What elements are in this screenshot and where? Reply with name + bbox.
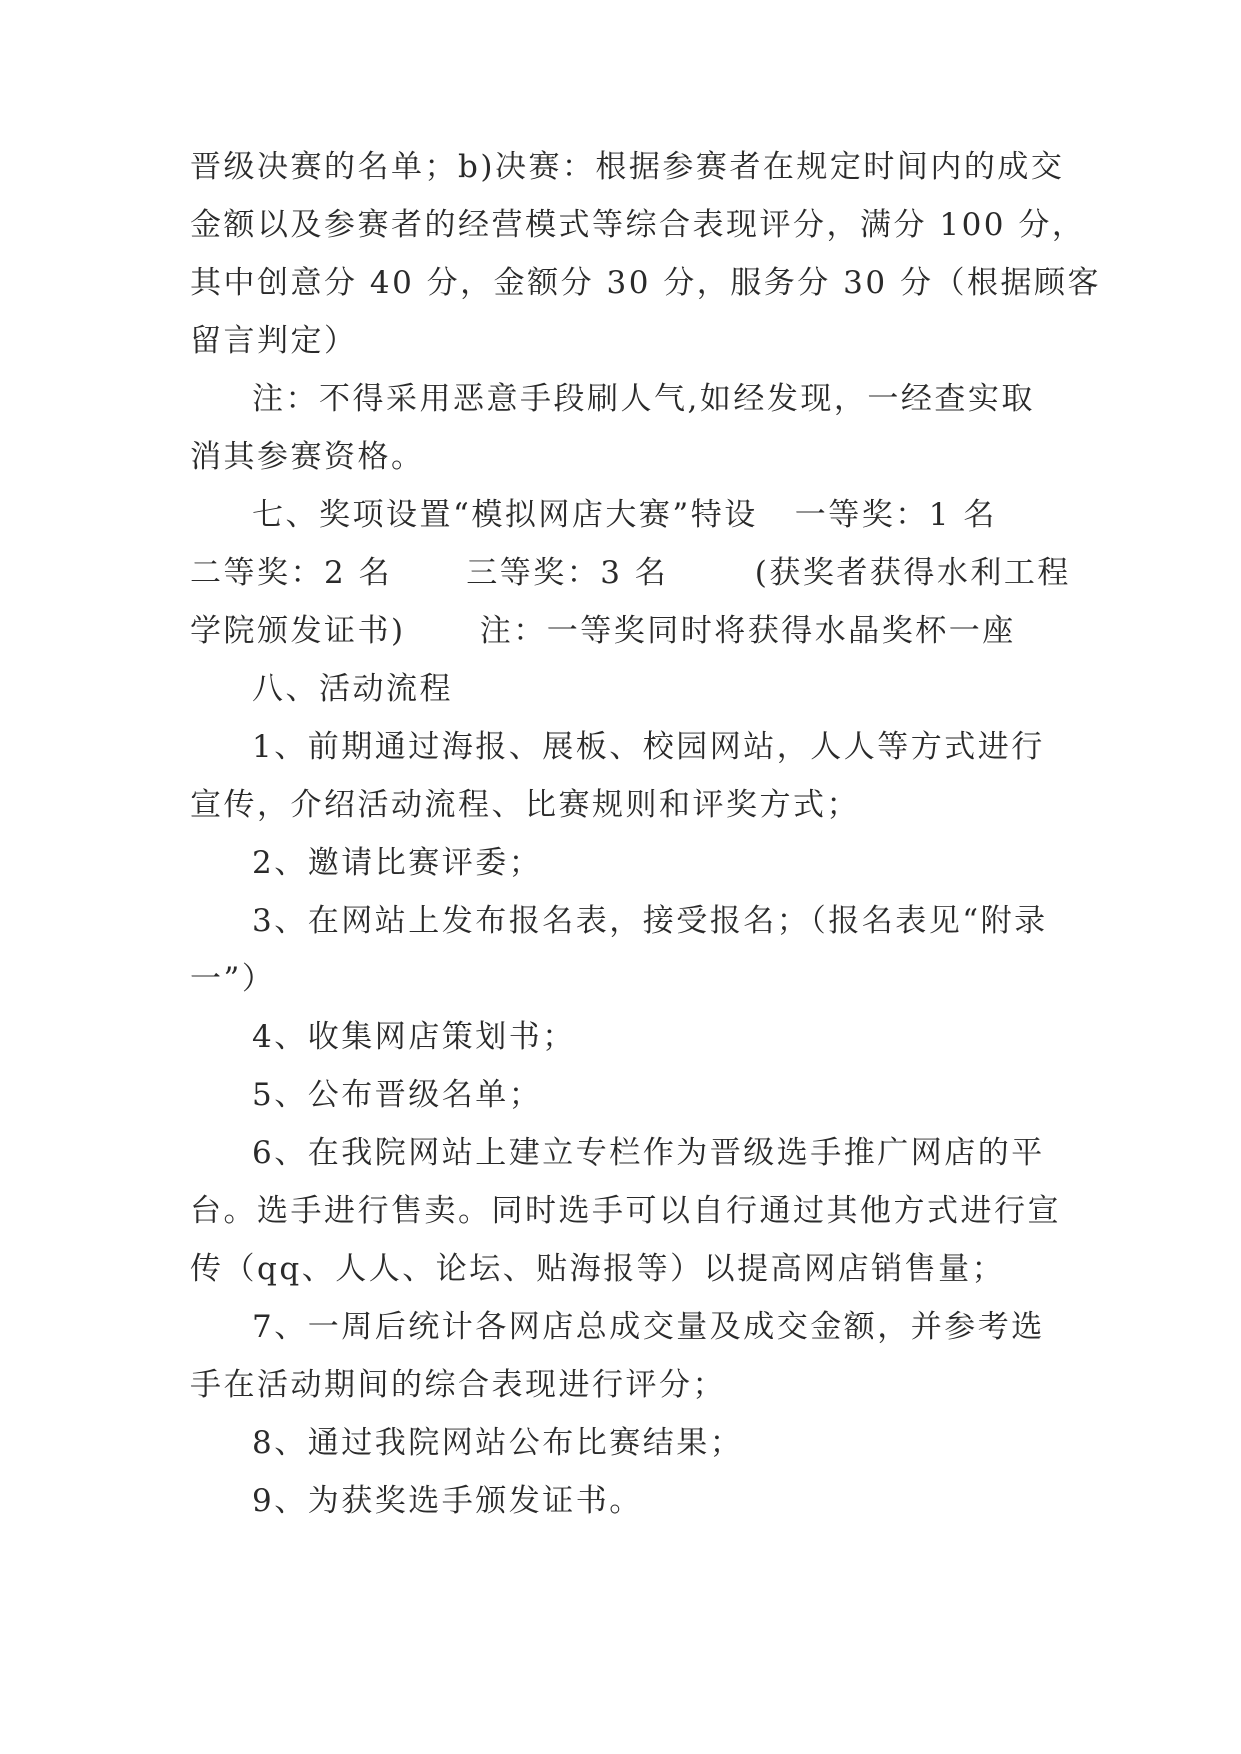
- process-step-8: 8、通过我院网站公布比赛结果；: [252, 1425, 744, 1461]
- section-heading-process: 八、活动流程: [252, 671, 453, 707]
- text-line-final-scoring: 金额以及参赛者的经营模式等综合表现评分，满分 100 分，: [190, 207, 1086, 243]
- text-line-note-cheating: 注：不得采用恶意手段刷人气,如经发现，一经查实取: [252, 381, 1035, 417]
- process-step-1-continued: 宣传，介绍活动流程、比赛规则和评奖方式；: [190, 787, 860, 823]
- process-step-6-continued-2: 传（qq、人人、论坛、贴海报等）以提高网店销售量；: [190, 1251, 1006, 1287]
- process-step-1: 1、前期通过海报、展板、校园网站，人人等方式进行: [252, 729, 1045, 765]
- section-heading-awards: 七、奖项设置“模拟网店大赛”特设 一等奖：1 名: [252, 497, 997, 533]
- process-step-3-continued: 一”）: [190, 961, 276, 997]
- process-step-3: 3、在网站上发布报名表，接受报名；（报名表见“附录: [252, 903, 1048, 939]
- text-line-award-certificate: 学院颁发证书) 注：一等奖同时将获得水晶奖杯一座: [190, 613, 1016, 649]
- text-line-finalist-list: 晋级决赛的名单；b)决赛：根据参赛者在规定时间内的成交: [190, 149, 1065, 185]
- process-step-5: 5、公布晋级名单；: [252, 1077, 543, 1113]
- process-step-2: 2、邀请比赛评委；: [252, 845, 543, 881]
- process-step-9: 9、为获奖选手颁发证书。: [252, 1483, 643, 1519]
- process-step-4: 4、收集网店策划书；: [252, 1019, 576, 1055]
- text-line-disqualification: 消其参赛资格。: [190, 439, 425, 475]
- process-step-6-continued: 台。选手进行售卖。同时选手可以自行通过其他方式进行宣: [190, 1193, 1061, 1229]
- process-step-7-continued: 手在活动期间的综合表现进行评分；: [190, 1367, 726, 1403]
- text-line-award-tiers: 二等奖：2 名 三等奖：3 名 (获奖者获得水利工程: [190, 555, 1071, 591]
- text-line-score-breakdown: 其中创意分 40 分，金额分 30 分，服务分 30 分（根据顾客: [190, 265, 1101, 301]
- process-step-7: 7、一周后统计各网店总成交量及成交金额，并参考选: [252, 1309, 1045, 1345]
- process-step-6: 6、在我院网站上建立专栏作为晋级选手推广网店的平: [252, 1135, 1045, 1171]
- text-line-customer-review: 留言判定）: [190, 323, 358, 359]
